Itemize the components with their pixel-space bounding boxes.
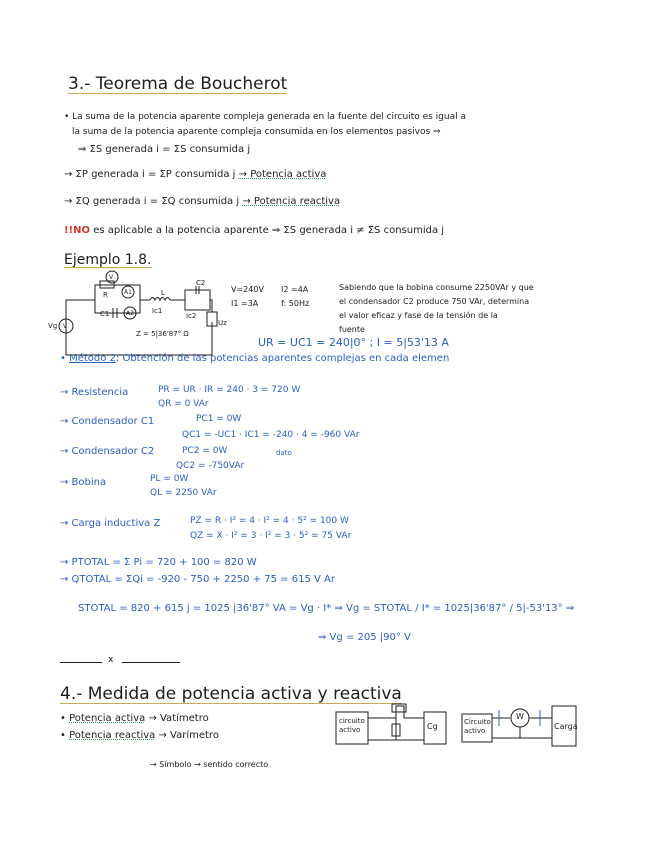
vg-result: ⇒ Vg = 205 |90° V — [318, 632, 411, 643]
c1-p: PC1 = 0W — [196, 414, 242, 424]
ic2-label: Ic2 — [186, 312, 197, 320]
result-line: UR = UC1 = 240|0° ; I = 5|53'13 A — [258, 336, 449, 349]
equation-p: → ΣP generada i = ΣP consumida j → Potencia activa — [64, 169, 327, 180]
bullet-text-2: la suma de la potencia aparente compleja consumida en los elementos pasivos ⇒ — [72, 127, 441, 137]
ic1-label: Ic1 — [152, 307, 163, 315]
c1-label-line: → Condensador C1 — [60, 416, 155, 427]
symbol-note: → Símbolo → sentido correcto — [150, 760, 269, 769]
warning-no: NO — [73, 225, 90, 236]
carga-q: QZ = X · I² = 3 · I² = 3 · 5² = 75 VAr — [190, 531, 352, 541]
bobina-label: → Bobina — [60, 477, 107, 488]
example-params-col2: I2 =4A f: 50Hz — [281, 285, 310, 308]
equation-q: → ΣQ generada i = ΣQ consumida j → Potencia reactiva — [64, 196, 341, 207]
warning-line: !!NO es aplicable a la potencia aparente ⇒ ΣS generada i ≠ ΣS consumida j — [64, 225, 445, 236]
l-label: L — [161, 289, 165, 297]
r-label: R — [103, 291, 108, 299]
resistencia-label: → Resistencia — [60, 387, 129, 398]
diagram1-box1-label: circuito activo — [339, 717, 365, 734]
diagram2-meter-label: W — [516, 712, 524, 721]
carga-label: → Carga inductiva Z — [60, 518, 161, 529]
diagram1-box2-label: Cg — [427, 722, 438, 731]
example-statement: Sabiendo que la bobina consume 2250VAr y que el condensador C2 produce 750 VAr, determina el valor eficaz y fase de la tensión de la fuente — [339, 283, 534, 334]
c2-label-line: → Condensador C2 — [60, 446, 155, 457]
example-title: Ejemplo 1.8. — [64, 252, 152, 268]
separator-right — [122, 662, 180, 663]
separator-mark: x — [108, 655, 114, 665]
bullet-text-1: • La suma de la potencia aparente compleja generada en la fuente del circuito es igual a — [64, 112, 466, 122]
vg-source-symbol: V — [63, 323, 68, 330]
uz-label: Uz — [218, 319, 227, 327]
section3-title: 3.- Teorema de Boucherot — [68, 74, 288, 94]
ptotal-line: → PTOTAL = Σ Pi = 720 + 100 = 820 W — [60, 557, 257, 568]
item-reactiva: • Potencia reactiva → Varímetro — [60, 730, 219, 741]
bobina-q: QL = 2250 VAr — [150, 488, 217, 498]
diagram2-box1-label: Circuito activo — [464, 718, 491, 735]
carga-p: PZ = R · I² = 4 · I² = 4 · 5² = 100 W — [190, 516, 349, 526]
potencia-activa-note: → Potencia activa — [238, 169, 327, 180]
separator-left — [60, 662, 102, 663]
c2-label: C2 — [196, 279, 206, 287]
method2-heading: • Método 2: Obtención de las potencias aparentes complejas en cada elemen — [60, 353, 450, 364]
c2-q: QC2 = -750VAr — [176, 461, 245, 471]
z-label: Z = 5|36'87° Ω — [136, 330, 189, 338]
c2-note: dato — [276, 449, 292, 457]
voltmeter-symbol: V — [109, 274, 114, 281]
c1-q: QC1 = -UC1 · IC1 = -240 · 4 = -960 VAr — [182, 430, 360, 440]
resistencia-p: PR = UR · IR = 240 · 3 = 720 W — [158, 385, 301, 395]
resistencia-q: QR = 0 VAr — [158, 399, 209, 409]
vg-label: Vg — [48, 322, 58, 330]
section4-title: 4.- Medida de potencia activa y reactiva — [60, 684, 402, 704]
warning-marks: !! — [64, 225, 74, 236]
diagram2-box2-label: Carga — [554, 722, 578, 731]
qtotal-line: → QTOTAL = ΣQi = -920 - 750 + 2250 + 75 = 615 V Ar — [60, 574, 335, 585]
potencia-reactiva-note: → Potencia reactiva — [242, 196, 341, 207]
stotal-line: STOTAL = 820 + 615 j = 1025 |36'87° VA = Vg · I* ⇒ Vg = STOTAL / I* = 1025|36'87° / 5|-53'13° ⇒ — [78, 603, 575, 614]
bobina-p: PL = 0W — [150, 474, 189, 484]
c2-p: PC2 = 0W — [182, 446, 228, 456]
ammeter-a2-symbol: A2 — [126, 310, 134, 317]
ammeter-a1-symbol: A1 — [124, 289, 132, 296]
c1-label: C1 — [100, 310, 110, 318]
item-activa: • Potencia activa → Vatímetro — [60, 713, 209, 724]
example-params-col1: V=240V I1 =3A — [231, 285, 264, 308]
equation-s: ⇒ ΣS generada i = ΣS consumida j — [78, 144, 251, 155]
